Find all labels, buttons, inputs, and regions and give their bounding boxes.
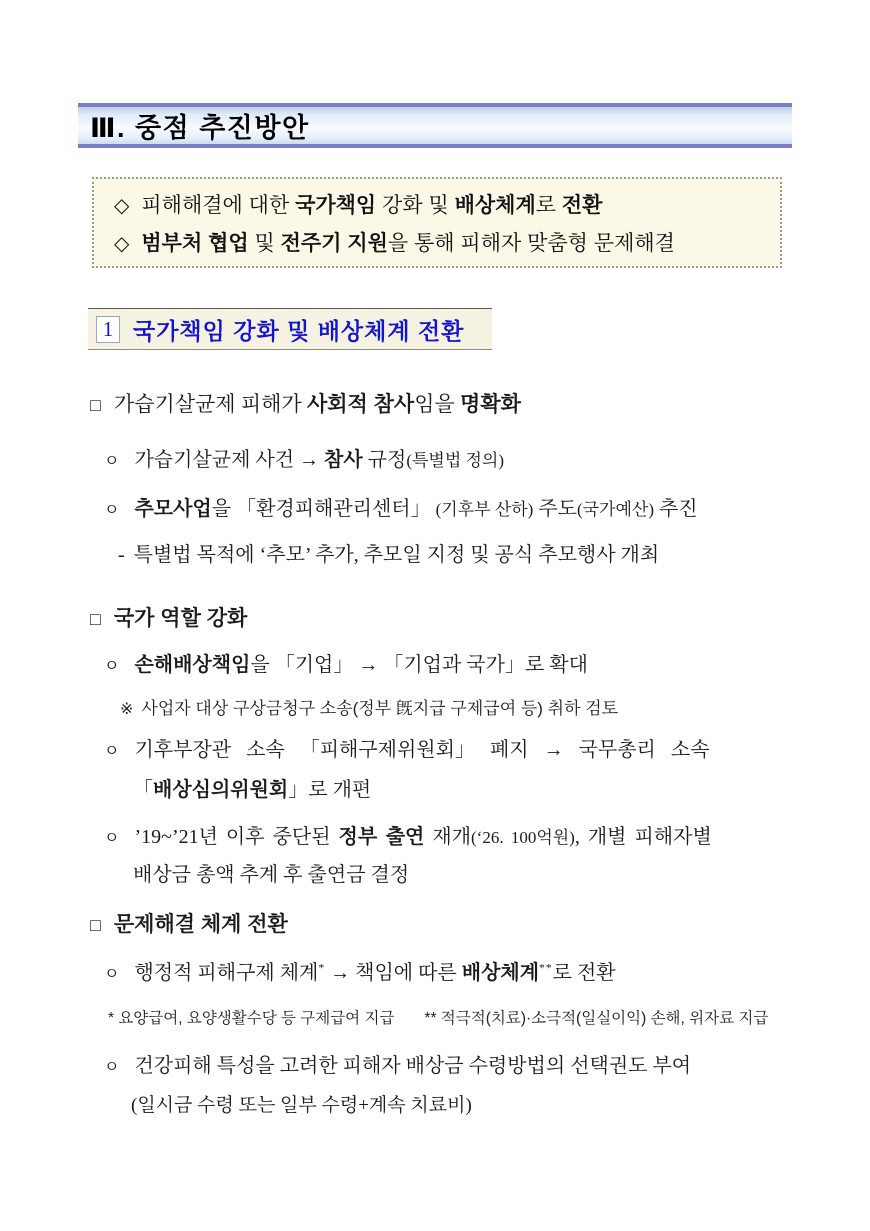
line-text: * 요양급여, 요양생활수당 등 구제급여 지급 ** 적극적(치료)·소극적(일실이익) 손해, 위자료 지급: [108, 1010, 769, 1027]
chapter-title: Ⅲ. 중점 추진방안: [90, 113, 310, 143]
circle-bullet-icon: ㅇ: [104, 453, 120, 470]
subsection-title: 국가책임 강화 및 배상체계 전환: [133, 317, 465, 344]
heading-line: [90, 388, 521, 418]
continuation-line: [133, 773, 371, 802]
line-text: 배상금 총액 추계 후 출연금 결정: [133, 864, 410, 886]
body-line: [104, 648, 588, 677]
summary-box: [92, 177, 782, 268]
body-line: [104, 820, 712, 849]
circle-bullet-icon: ㅇ: [104, 658, 120, 675]
line-text: 손해배상책임을 「기업」 → 「기업과 국가」로 확대: [134, 654, 588, 676]
line-text: ’19~’21년 이후 중단된 정부 출연 재개(‘26. 100억원), 개별 피해자별: [134, 826, 712, 848]
diamond-bullet-icon: ◇: [114, 195, 130, 217]
subsection-header: [88, 308, 492, 350]
square-bullet-icon: □: [90, 395, 101, 415]
body-line: [104, 956, 616, 985]
summary-item: [114, 225, 780, 263]
chapter-header-bar: [78, 103, 792, 148]
summary-item-text: 피해해결에 대한 국가책임 강화 및 배상체계로 전환: [141, 194, 603, 217]
reference-note-line: [120, 694, 618, 719]
square-bullet-icon: □: [90, 609, 101, 629]
body-line: [104, 1049, 691, 1078]
line-text: 「배상심의위원회」로 개편: [133, 779, 372, 801]
line-text: 사업자 대상 구상금청구 소송(정부 旣지급 구제급여 등) 취하 검토: [141, 699, 619, 718]
square-bullet-icon: □: [90, 915, 101, 935]
sub-body-line: [118, 538, 659, 567]
diamond-bullet-icon: ◇: [114, 233, 130, 255]
line-text: 기후부장관 소속 「피해구제위원회」 폐지 → 국무총리 소속: [134, 739, 710, 761]
dash-bullet-icon: -: [118, 544, 125, 566]
line-text: 가습기살균제 피해가 사회적 참사임을 명확화: [113, 392, 521, 416]
heading-line: [90, 602, 247, 632]
footnote-line: [108, 1006, 768, 1028]
body-line: [104, 443, 504, 472]
circle-bullet-icon: ㅇ: [104, 743, 120, 760]
subsection-number-badge: 1: [96, 316, 120, 343]
body-line: [104, 733, 710, 762]
circle-bullet-icon: ㅇ: [104, 830, 120, 847]
line-text: 건강피해 특성을 고려한 피해자 배상금 수령방법의 선택권도 부여: [134, 1055, 692, 1077]
line-text: 가습기살균제 사건 → 참사 규정(특별법 정의): [134, 449, 504, 471]
line-text: 특별법 목적에 ‘추모’ 추가, 추모일 지정 및 공식 추모행사 개최: [133, 544, 660, 566]
line-text: 추모사업을 「환경피해관리센터」 (기후부 산하) 주도(국가예산) 추진: [134, 498, 698, 520]
continuation-line: [133, 858, 409, 887]
heading-line: [90, 908, 288, 938]
continuation-line: [131, 1090, 472, 1117]
circle-bullet-icon: ㅇ: [104, 502, 120, 519]
line-text: 행정적 피해구제 체계* → 책임에 따른 배상체계**로 전환: [134, 961, 616, 984]
line-text: 문제해결 체계 전환: [113, 913, 288, 936]
circle-bullet-icon: ㅇ: [104, 966, 120, 983]
body-line: [104, 492, 698, 521]
line-text: 국가 역할 강화: [113, 607, 248, 630]
circle-bullet-icon: ㅇ: [104, 1059, 120, 1076]
summary-item: [114, 187, 780, 225]
summary-item-text: 범부처 협업 및 전주기 지원을 통해 피해자 맞춤형 문제해결: [141, 232, 675, 255]
line-text: (일시금 수령 또는 일부 수령+계속 치료비): [131, 1095, 472, 1116]
reference-mark-icon: ※: [120, 701, 134, 718]
